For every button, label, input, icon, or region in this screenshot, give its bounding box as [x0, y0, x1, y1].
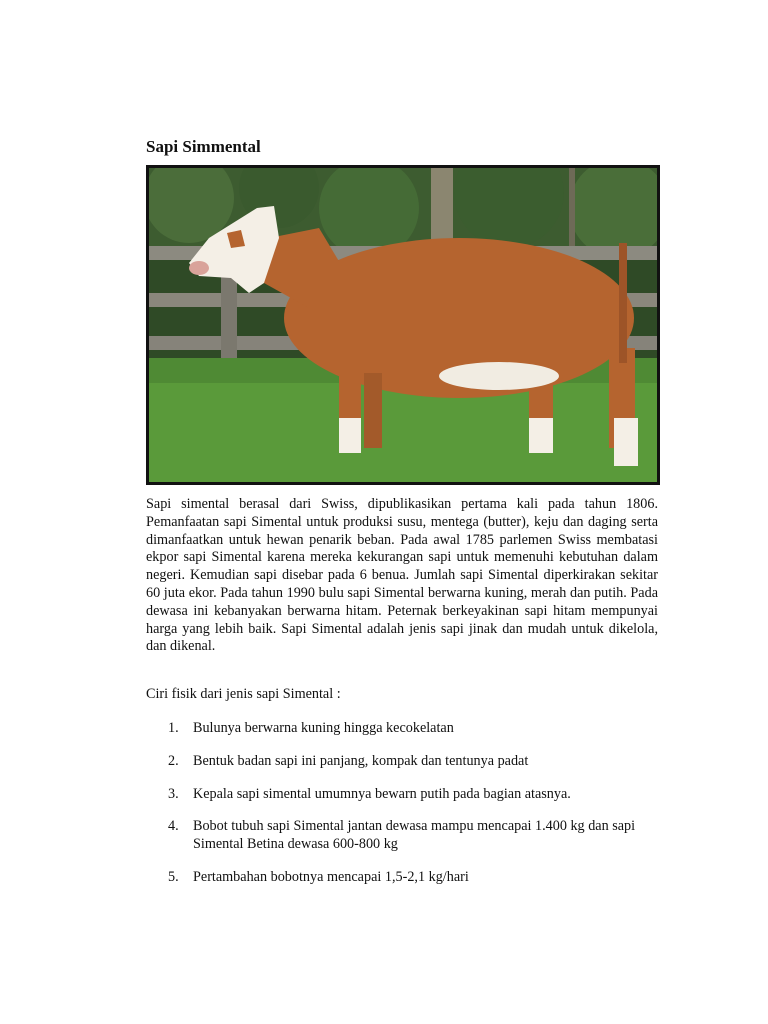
list-item — [146, 818, 658, 854]
list-number: 4. — [168, 818, 179, 835]
list-text: Bobot tubuh sapi Simental jantan dewasa mampu mencapai 1.400 kg dan sapi Simental Betina dewasa 600-800 kg — [193, 818, 636, 853]
list-number: 5. — [168, 868, 179, 885]
cow-illustration — [149, 168, 657, 482]
list-text: Bentuk badan sapi ini panjang, kompak dan tentunya padat — [193, 752, 529, 769]
characteristics-list — [146, 720, 658, 902]
list-number: 3. — [168, 785, 179, 802]
cow-photo — [146, 165, 660, 485]
list-number: 1. — [168, 720, 179, 736]
list-item — [146, 786, 658, 804]
list-text: Pertambahan bobotnya mencapai 1,5-2,1 kg/hari — [193, 868, 469, 885]
characteristics-intro: Ciri fisik dari jenis sapi Simental : — [146, 686, 341, 702]
list-text: Kepala sapi simental umumnya bewarn putih pada bagian atasnya. — [193, 785, 571, 802]
list-item — [146, 869, 658, 887]
list-text: Bulunya berwarna kuning hingga kecokelatan — [193, 720, 454, 736]
page-title: Sapi Simmental — [146, 137, 261, 156]
list-number: 2. — [168, 752, 179, 769]
list-item — [146, 720, 658, 738]
description-paragraph: Sapi simental berasal dari Swiss, dipublikasikan pertama kali pada tahun 1806. Pemanfaatan sapi Simental untuk produksi susu, mentega (butter), keju dan daging serta dimanfaatkan untuk hewan penarik beban. Pada awal 1785 parlemen Swiss membatasi ekpor sapi Simental karena mereka kekurangan sapi untuk memenuhi kebutuhan dalam negeri. Kemudian sapi disebar pada 6 benua. Jumlah sapi Simental diperkirakan sekitar 60 juta ekor. Pada tahun 1990 bulu sapi Simental berwarna kuning, merah dan putih. Pada dewasa ini kebanyakan berwarna hitam. Peternak berkeyakinan sapi hitam mempunyai harga yang lebih baik. Sapi Simental adalah jenis sapi jinak dan mudah untuk dikelola, dan dikenal. — [146, 496, 658, 655]
list-item — [146, 753, 658, 771]
